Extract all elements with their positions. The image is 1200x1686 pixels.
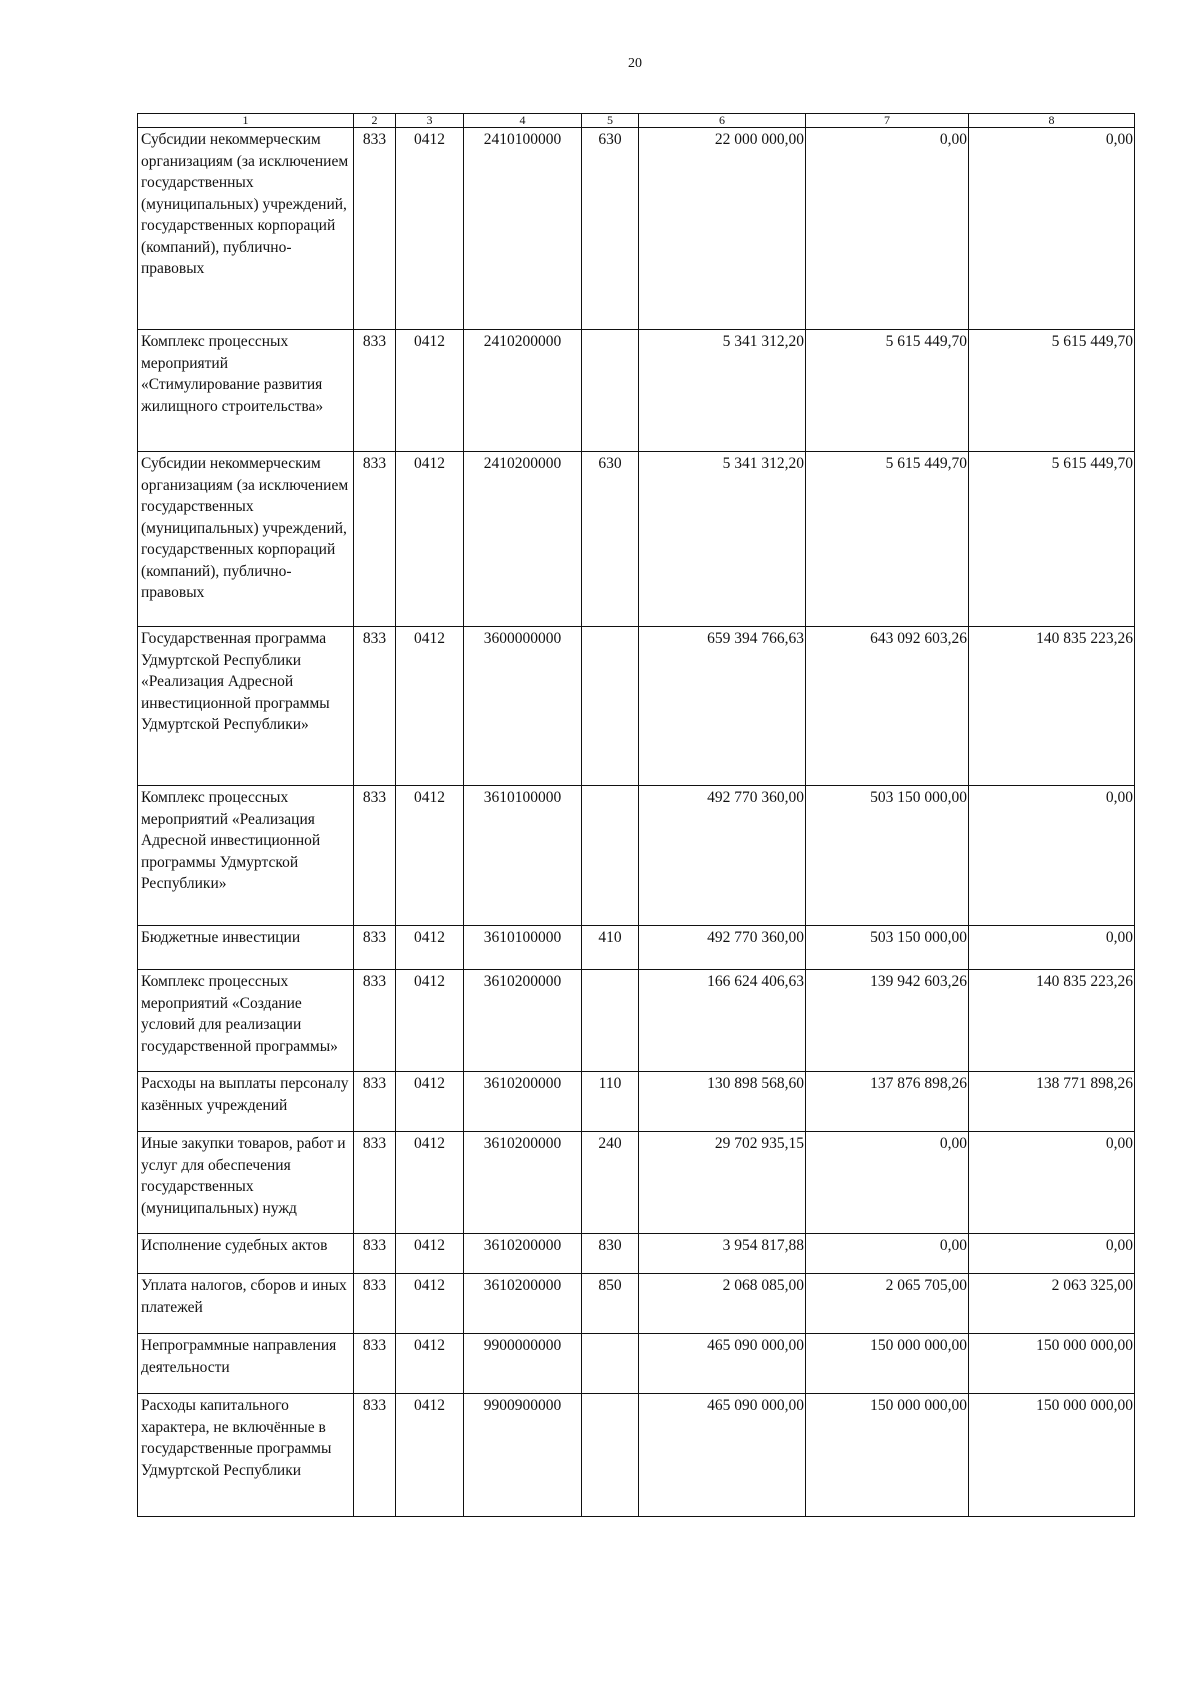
table-row xyxy=(138,1132,1135,1234)
page-number: 20 xyxy=(628,56,642,71)
target-code-text: 9900900000 xyxy=(483,1397,562,1414)
expense-type-code xyxy=(582,1234,639,1274)
header-cell: 8 xyxy=(969,114,1135,128)
amount-year-1-text: 465 090 000,00 xyxy=(707,1397,804,1414)
amount-year-2-text: 139 942 603,26 xyxy=(870,973,967,990)
grbs-code-text: 833 xyxy=(362,1337,387,1354)
amount-year-2 xyxy=(806,627,969,786)
target-code-text: 9900000000 xyxy=(483,1337,562,1354)
amount-year-3-text: 2 063 325,00 xyxy=(1051,1277,1133,1294)
grbs-code-text: 833 xyxy=(362,333,387,350)
table-row xyxy=(138,970,1135,1072)
table-row xyxy=(138,1234,1135,1274)
amount-year-2 xyxy=(806,1274,969,1334)
table-row xyxy=(138,926,1135,970)
target-code-text: 2410200000 xyxy=(483,455,562,472)
target-code xyxy=(464,1274,582,1334)
target-code xyxy=(464,1334,582,1394)
item-name xyxy=(138,128,354,330)
expense-type-code-text: 410 xyxy=(598,929,622,946)
amount-year-3-text: 150 000 000,00 xyxy=(1036,1397,1133,1414)
amount-year-3 xyxy=(969,128,1135,330)
expense-type-code xyxy=(582,1132,639,1234)
item-name xyxy=(138,1132,354,1234)
section-code xyxy=(396,1234,464,1274)
section-code xyxy=(396,1132,464,1234)
amount-year-2-text: 503 150 000,00 xyxy=(870,929,967,946)
grbs-code xyxy=(354,970,396,1072)
target-code xyxy=(464,627,582,786)
expense-type-code xyxy=(582,1394,639,1517)
amount-year-2 xyxy=(806,926,969,970)
item-name xyxy=(138,627,354,786)
target-code-text: 2410200000 xyxy=(483,333,562,350)
section-code-text: 0412 xyxy=(414,1135,445,1152)
section-code-text: 0412 xyxy=(414,455,445,472)
amount-year-3-text: 150 000 000,00 xyxy=(1036,1337,1133,1354)
section-code-text: 0412 xyxy=(414,789,445,806)
target-code xyxy=(464,330,582,452)
header-cell: 6 xyxy=(639,114,806,128)
item-name xyxy=(138,1274,354,1334)
amount-year-1-text: 166 624 406,63 xyxy=(707,973,804,990)
grbs-code xyxy=(354,1132,396,1234)
section-code xyxy=(396,970,464,1072)
amount-year-2 xyxy=(806,1234,969,1274)
table-row xyxy=(138,1274,1135,1334)
expense-type-code-text: 240 xyxy=(598,1135,622,1152)
expense-type-code-text: 850 xyxy=(598,1277,622,1294)
section-code-text: 0412 xyxy=(414,630,445,647)
amount-year-1 xyxy=(639,1072,806,1132)
target-code-text: 3610100000 xyxy=(483,929,562,946)
expense-type-code xyxy=(582,970,639,1072)
amount-year-2-text: 150 000 000,00 xyxy=(870,1397,967,1414)
expense-type-code xyxy=(582,330,639,452)
item-name xyxy=(138,926,354,970)
grbs-code-text: 833 xyxy=(362,131,387,148)
amount-year-2 xyxy=(806,330,969,452)
amount-year-3 xyxy=(969,452,1135,627)
section-code xyxy=(396,1394,464,1517)
amount-year-3-text: 5 615 449,70 xyxy=(1051,455,1133,472)
amount-year-1 xyxy=(639,330,806,452)
expense-type-code xyxy=(582,1334,639,1394)
target-code xyxy=(464,970,582,1072)
grbs-code-text: 833 xyxy=(362,789,387,806)
grbs-code-text: 833 xyxy=(362,1237,387,1254)
target-code xyxy=(464,128,582,330)
section-code xyxy=(396,128,464,330)
target-code-text: 3610200000 xyxy=(483,1135,562,1152)
grbs-code-text: 833 xyxy=(362,1397,387,1414)
table-row xyxy=(138,1334,1135,1394)
expense-type-code-text: 630 xyxy=(598,131,622,148)
item-name-text: Комплекс процессных мероприятий «Реализация Адресной инвестиционной программы Удмуртской Республики» xyxy=(141,789,321,892)
section-code-text: 0412 xyxy=(414,1237,445,1254)
expense-type-code xyxy=(582,452,639,627)
expense-type-code xyxy=(582,627,639,786)
amount-year-3 xyxy=(969,1334,1135,1394)
amount-year-3-text: 0,00 xyxy=(1105,789,1133,806)
amount-year-1-text: 22 000 000,00 xyxy=(714,131,804,148)
amount-year-2 xyxy=(806,1132,969,1234)
amount-year-1 xyxy=(639,786,806,926)
amount-year-3-text: 0,00 xyxy=(1105,131,1133,148)
header-cell: 4 xyxy=(464,114,582,128)
amount-year-3-text: 0,00 xyxy=(1105,929,1133,946)
amount-year-3-text: 0,00 xyxy=(1105,1237,1133,1254)
section-code-text: 0412 xyxy=(414,929,445,946)
section-code xyxy=(396,452,464,627)
amount-year-2-text: 0,00 xyxy=(939,131,967,148)
grbs-code xyxy=(354,1234,396,1274)
amount-year-1-text: 2 068 085,00 xyxy=(722,1277,804,1294)
item-name xyxy=(138,1072,354,1132)
expense-type-code-text: 110 xyxy=(598,1075,622,1092)
amount-year-1-text: 29 702 935,15 xyxy=(714,1135,804,1152)
amount-year-2-text: 150 000 000,00 xyxy=(870,1337,967,1354)
target-code-text: 3610200000 xyxy=(483,1075,562,1092)
item-name xyxy=(138,786,354,926)
amount-year-1 xyxy=(639,452,806,627)
expense-type-code xyxy=(582,926,639,970)
grbs-code-text: 833 xyxy=(362,1277,387,1294)
item-name-text: Уплата налогов, сборов и иных платежей xyxy=(141,1277,347,1316)
target-code xyxy=(464,452,582,627)
expense-type-code xyxy=(582,1274,639,1334)
section-code xyxy=(396,1334,464,1394)
target-code xyxy=(464,926,582,970)
amount-year-2 xyxy=(806,1072,969,1132)
amount-year-1-text: 492 770 360,00 xyxy=(707,929,804,946)
grbs-code-text: 833 xyxy=(362,973,387,990)
table-row xyxy=(138,1072,1135,1132)
section-code-text: 0412 xyxy=(414,1337,445,1354)
amount-year-2 xyxy=(806,786,969,926)
amount-year-3 xyxy=(969,330,1135,452)
item-name-text: Исполнение судебных актов xyxy=(141,1237,328,1254)
amount-year-1 xyxy=(639,627,806,786)
amount-year-2 xyxy=(806,970,969,1072)
table-row xyxy=(138,627,1135,786)
grbs-code xyxy=(354,786,396,926)
expense-type-code xyxy=(582,128,639,330)
amount-year-1 xyxy=(639,1334,806,1394)
grbs-code xyxy=(354,1274,396,1334)
expense-type-code-text: 630 xyxy=(598,455,622,472)
section-code xyxy=(396,926,464,970)
item-name-text: Комплекс процессных мероприятий «Создание условий для реализации государственной программы» xyxy=(141,973,338,1055)
item-name-text: Субсидии некоммерческим организациям (за исключением государственных (муниципальных) учреждений, государственных корпораций (компаний), публично-правовых xyxy=(141,455,349,601)
amount-year-3 xyxy=(969,1394,1135,1517)
amount-year-3 xyxy=(969,1072,1135,1132)
expense-type-code xyxy=(582,1072,639,1132)
amount-year-3 xyxy=(969,1132,1135,1234)
target-code-text: 3600000000 xyxy=(483,630,562,647)
header-cell: 5 xyxy=(582,114,639,128)
amount-year-2-text: 0,00 xyxy=(939,1135,967,1152)
section-code xyxy=(396,1072,464,1132)
section-code xyxy=(396,786,464,926)
grbs-code-text: 833 xyxy=(362,455,387,472)
budget-table xyxy=(137,113,1135,1517)
amount-year-1-text: 5 341 312,20 xyxy=(722,455,804,472)
item-name xyxy=(138,452,354,627)
amount-year-1 xyxy=(639,970,806,1072)
amount-year-3 xyxy=(969,786,1135,926)
grbs-code-text: 833 xyxy=(362,630,387,647)
amount-year-1 xyxy=(639,1234,806,1274)
grbs-code xyxy=(354,330,396,452)
item-name-text: Бюджетные инвестиции xyxy=(141,929,301,946)
amount-year-2-text: 2 065 705,00 xyxy=(885,1277,967,1294)
amount-year-1-text: 465 090 000,00 xyxy=(707,1337,804,1354)
item-name xyxy=(138,1334,354,1394)
amount-year-1 xyxy=(639,926,806,970)
target-code xyxy=(464,1072,582,1132)
item-name-text: Непрограммные направления деятельности xyxy=(141,1337,337,1376)
item-name-text: Расходы на выплаты персоналу казённых учреждений xyxy=(141,1075,349,1114)
amount-year-2 xyxy=(806,128,969,330)
table-row xyxy=(138,452,1135,627)
item-name-text: Субсидии некоммерческим организациям (за исключением государственных (муниципальных) учреждений, государственных корпораций (компаний), публично-правовых xyxy=(141,131,349,277)
amount-year-1-text: 130 898 568,60 xyxy=(707,1075,804,1092)
amount-year-2-text: 0,00 xyxy=(939,1237,967,1254)
amount-year-2 xyxy=(806,1394,969,1517)
table-row xyxy=(138,128,1135,330)
amount-year-3-text: 140 835 223,26 xyxy=(1036,973,1133,990)
amount-year-1 xyxy=(639,1274,806,1334)
grbs-code xyxy=(354,1394,396,1517)
section-code-text: 0412 xyxy=(414,973,445,990)
target-code-text: 2410100000 xyxy=(483,131,562,148)
grbs-code xyxy=(354,627,396,786)
table-row xyxy=(138,330,1135,452)
section-code-text: 0412 xyxy=(414,131,445,148)
amount-year-3 xyxy=(969,627,1135,786)
section-code xyxy=(396,627,464,786)
item-name xyxy=(138,1394,354,1517)
section-code-text: 0412 xyxy=(414,1397,445,1414)
amount-year-3 xyxy=(969,1234,1135,1274)
expense-type-code xyxy=(582,786,639,926)
target-code-text: 3610200000 xyxy=(483,1237,562,1254)
amount-year-2-text: 5 615 449,70 xyxy=(885,333,967,350)
amount-year-3-text: 0,00 xyxy=(1105,1135,1133,1152)
amount-year-1-text: 5 341 312,20 xyxy=(722,333,804,350)
section-code-text: 0412 xyxy=(414,1075,445,1092)
amount-year-3 xyxy=(969,970,1135,1072)
table-row xyxy=(138,786,1135,926)
amount-year-2 xyxy=(806,452,969,627)
amount-year-1-text: 492 770 360,00 xyxy=(707,789,804,806)
expense-type-code-text: 830 xyxy=(598,1237,622,1254)
amount-year-2 xyxy=(806,1334,969,1394)
item-name-text: Государственная программа Удмуртской Республики «Реализация Адресной инвестиционной программы Удмуртской Республики» xyxy=(141,630,330,733)
table-row xyxy=(138,1394,1135,1517)
grbs-code xyxy=(354,1072,396,1132)
amount-year-3 xyxy=(969,926,1135,970)
amount-year-2-text: 5 615 449,70 xyxy=(885,455,967,472)
grbs-code xyxy=(354,926,396,970)
header-cell: 7 xyxy=(806,114,969,128)
amount-year-1-text: 3 954 817,88 xyxy=(722,1237,804,1254)
amount-year-3-text: 140 835 223,26 xyxy=(1036,630,1133,647)
section-code-text: 0412 xyxy=(414,1277,445,1294)
item-name xyxy=(138,1234,354,1274)
target-code-text: 3610100000 xyxy=(483,789,562,806)
grbs-code-text: 833 xyxy=(362,1135,387,1152)
item-name xyxy=(138,330,354,452)
amount-year-2-text: 137 876 898,26 xyxy=(870,1075,967,1092)
header-row xyxy=(138,114,1135,128)
amount-year-3-text: 138 771 898,26 xyxy=(1036,1075,1133,1092)
section-code xyxy=(396,330,464,452)
amount-year-3-text: 5 615 449,70 xyxy=(1051,333,1133,350)
target-code xyxy=(464,1132,582,1234)
amount-year-1 xyxy=(639,1394,806,1517)
grbs-code-text: 833 xyxy=(362,1075,387,1092)
target-code-text: 3610200000 xyxy=(483,1277,562,1294)
target-code xyxy=(464,786,582,926)
amount-year-1 xyxy=(639,128,806,330)
grbs-code xyxy=(354,452,396,627)
amount-year-3 xyxy=(969,1274,1135,1334)
header-cell: 1 xyxy=(138,114,354,128)
amount-year-2-text: 503 150 000,00 xyxy=(870,789,967,806)
grbs-code xyxy=(354,128,396,330)
item-name-text: Комплекс процессных мероприятий «Стимулирование развития жилищного строительства» xyxy=(141,333,324,415)
grbs-code xyxy=(354,1334,396,1394)
section-code xyxy=(396,1274,464,1334)
amount-year-1-text: 659 394 766,63 xyxy=(707,630,804,647)
grbs-code-text: 833 xyxy=(362,929,387,946)
item-name-text: Расходы капитального характера, не включённые в государственные программы Удмуртской Республики xyxy=(141,1397,332,1479)
target-code xyxy=(464,1234,582,1274)
target-code xyxy=(464,1394,582,1517)
header-cell: 2 xyxy=(354,114,396,128)
header-cell: 3 xyxy=(396,114,464,128)
amount-year-1 xyxy=(639,1132,806,1234)
section-code-text: 0412 xyxy=(414,333,445,350)
item-name-text: Иные закупки товаров, работ и услуг для обеспечения государственных (муниципальных) нужд xyxy=(141,1135,346,1217)
item-name xyxy=(138,970,354,1072)
target-code-text: 3610200000 xyxy=(483,973,562,990)
amount-year-2-text: 643 092 603,26 xyxy=(870,630,967,647)
